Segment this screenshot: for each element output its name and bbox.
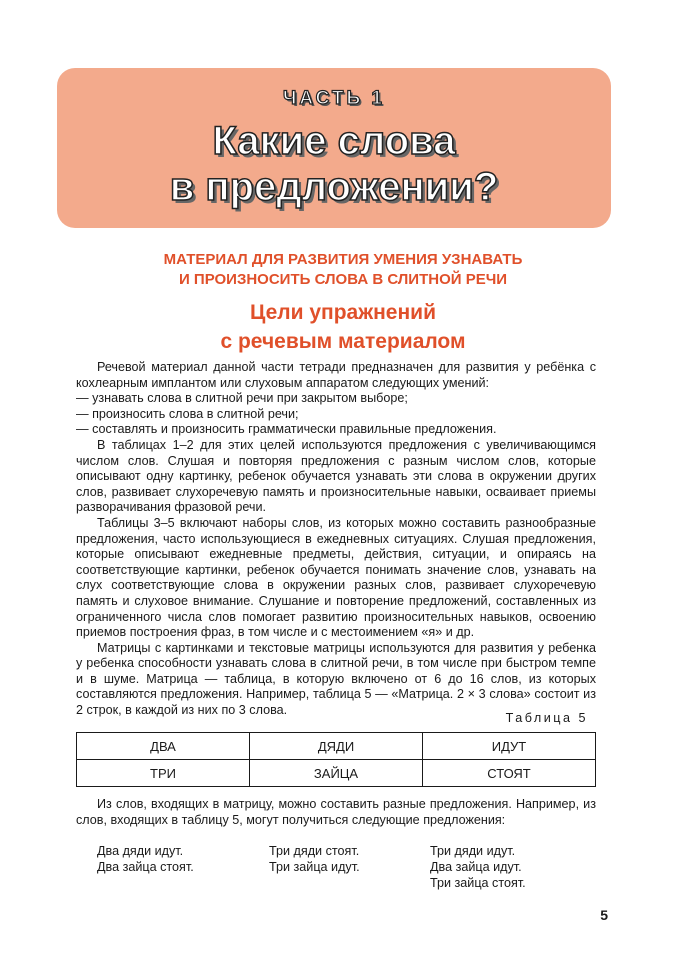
paragraph-tables-1-2: В таблицах 1–2 для этих целей используются предложения с увеличивающимся числом слов. Слушая и повторяя предложения с разным числом слов, которые описывают одну картинку, ребенок обучается узнавать эти слова в окружении других слов, развивает слухоречевую память и произносительные навыки, осваивает приемы разворачивания фразовой речи. — [76, 437, 596, 515]
paragraph-tables-3-5: Таблицы 3–5 включают наборы слов, из которых можно составить разнообразные предложения, часто использующиеся в ежедневных ситуациях. Слушая предложения, которые описывают ежедневные предметы, действия, ситуации, и опираясь на соответствующие картинки, ребенок обучается понимать значение слов, узнавать на слух соответствующие слова в окружении разных слов, развивает слухоречевую память и слуховое внимание. Слушание и повторение предложений, составленных из ограниченного числа слов помогает развитию произносительных навыков, освоению приемов построения фраз, в том числе и с местоимением «я» и др. — [76, 515, 596, 640]
table-cell: ИДУТ — [423, 733, 596, 760]
example-sentence: Два дяди идут. — [97, 844, 184, 858]
intro-paragraph: Речевой материал данной части тетради предназначен для развития у ребёнка с кохлеарным имплантом или слуховым аппаратом следующих умений: — [76, 360, 596, 390]
table-cell: ДВА — [77, 733, 250, 760]
after-table-text — [76, 797, 596, 828]
chapter-title-line1: Какие слова — [212, 119, 456, 163]
section-heading-line1: Цели упражнений — [250, 301, 436, 324]
part-label: ЧАСТЬ 1 — [283, 88, 385, 109]
section-heading-line2: с речевым материалом — [220, 330, 466, 353]
section-subtitle-line2: И ПРОИЗНОСИТЬ СЛОВА В СЛИТНОЙ РЕЧИ — [178, 271, 508, 288]
after-table-paragraph: Из слов, входящих в матрицу, можно составить разные предложения. Например, из слов, входящих в таблицу 5, могут получиться следующие предложения: — [76, 797, 596, 827]
example-column-3 — [430, 843, 526, 891]
table-caption: Таблица 5 — [505, 711, 588, 725]
example-sentence: Два зайца идут. — [430, 860, 522, 874]
example-sentence: Два зайца стоят. — [97, 860, 194, 874]
example-sentence: Три дяди идут. — [430, 844, 516, 858]
example-sentence: Три дяди стоят. — [269, 844, 360, 858]
word-matrix-table — [76, 732, 596, 787]
chapter-title — [57, 118, 611, 210]
goal-item: — узнавать слова в слитной речи при закрытом выборе; — [76, 391, 408, 406]
goal-item: — составлять и произносить грамматически правильные предложения. — [76, 422, 497, 437]
goal-item: — произносить слова в слитной речи; — [76, 406, 299, 421]
body-text — [76, 360, 596, 719]
page-number: 5 — [600, 907, 608, 923]
section-subtitle — [0, 250, 686, 290]
table-cell: ТРИ — [77, 760, 250, 787]
paragraph-matrices: Матрицы с картинками и текстовые матрицы используются для развития у ребенка у ребенка способности узнавать слова в слитной речи, в том числе при быстром темпе и в шуме. Матрица — таблица, в которую включено от 6 до 16 слов, из которых составляются предложения. Например, таблица 5 — «Матрица. 2 × 3 слова» состоит из 2 строк, в каждой из них по 3 слова. — [76, 640, 596, 718]
example-column-2 — [269, 843, 360, 875]
table-cell: СТОЯТ — [423, 760, 596, 787]
chapter-title-line2: в предложении? — [169, 165, 499, 209]
table-row — [77, 733, 596, 760]
example-column-1 — [97, 843, 194, 875]
table-row — [77, 760, 596, 787]
chapter-banner — [57, 68, 611, 228]
section-heading — [0, 298, 686, 356]
section-subtitle-line1: МАТЕРИАЛ ДЛЯ РАЗВИТИЯ УМЕНИЯ УЗНАВАТЬ — [163, 251, 523, 268]
example-sentence: Три зайца идут. — [269, 860, 360, 874]
table-cell: ЗАЙЦА — [250, 760, 423, 787]
example-sentence: Три зайца стоят. — [430, 876, 526, 890]
table-cell: ДЯДИ — [250, 733, 423, 760]
